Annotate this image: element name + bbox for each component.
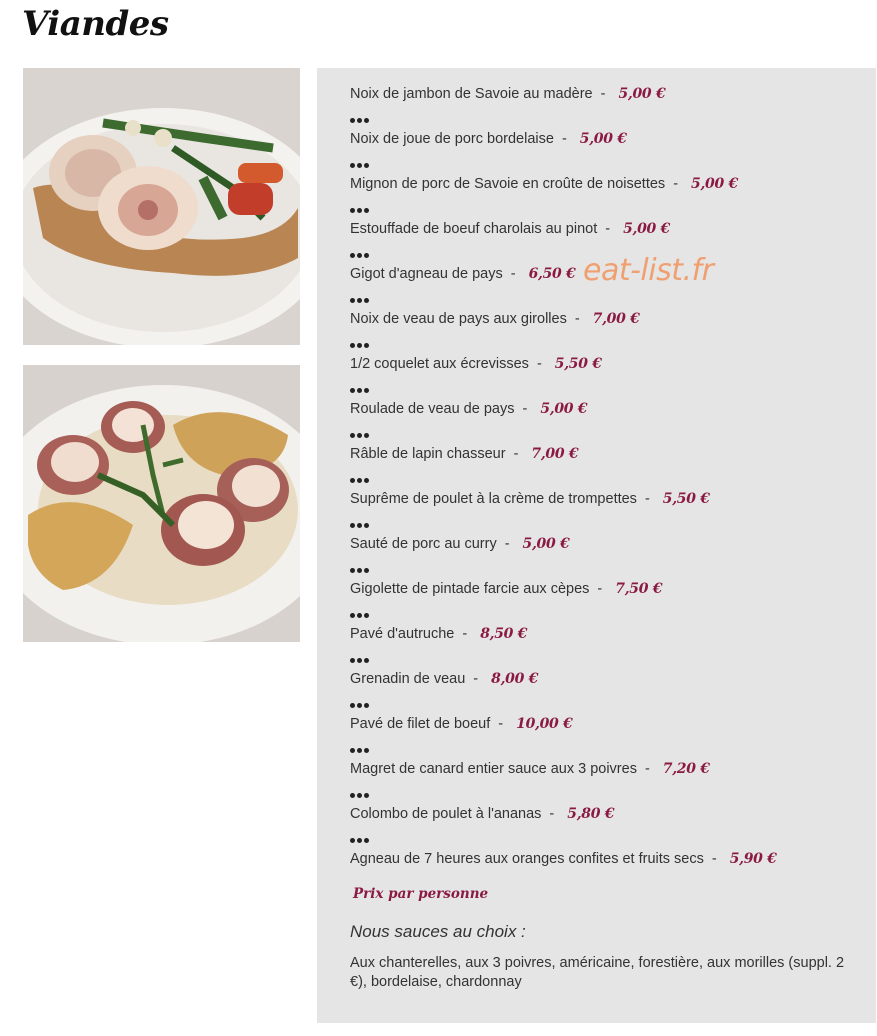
menu-item-separator: - [644, 491, 650, 507]
menu-item-price: 8,50 € [480, 626, 528, 642]
separator-dots [350, 560, 371, 566]
menu-item-separator: - [711, 851, 717, 867]
menu-item-list [350, 83, 870, 893]
menu-item-line [350, 668, 870, 690]
bullet-dot [364, 118, 369, 123]
menu-item-separator: - [510, 266, 516, 282]
separator-dots [350, 605, 371, 611]
bullet-dot [357, 433, 362, 438]
menu-item-price: 5,50 € [662, 491, 710, 507]
dish-illustration-2 [23, 365, 300, 642]
menu-item [350, 308, 870, 353]
menu-item-name: Râble de lapin chasseur [350, 446, 506, 462]
menu-item-separator: - [597, 581, 603, 597]
menu-item-price: 5,00 € [579, 131, 627, 147]
bullet-dot [357, 253, 362, 258]
bullet-dot [364, 748, 369, 753]
menu-item-separator: - [549, 806, 555, 822]
bullet-dot [364, 208, 369, 213]
menu-item [350, 713, 870, 758]
bullet-dot [364, 388, 369, 393]
menu-item-name: Agneau de 7 heures aux oranges confites et fruits secs [350, 851, 704, 867]
menu-item-line [350, 848, 870, 870]
menu-item-line [350, 443, 870, 465]
menu-item [350, 353, 870, 398]
menu-item-separator: - [561, 131, 567, 147]
watermark: eat-list.fr [583, 253, 714, 288]
menu-item [350, 668, 870, 713]
menu-item-price: 8,00 € [491, 671, 539, 687]
menu-item-price: 7,50 € [615, 581, 663, 597]
menu-item [350, 758, 870, 803]
separator-dots [350, 245, 371, 251]
menu-item-name: Roulade de veau de pays [350, 401, 515, 417]
menu-item-name: Mignon de porc de Savoie en croûte de noisettes [350, 176, 666, 192]
menu-panel [317, 68, 876, 1023]
dish-photo-veal-roulade [23, 68, 300, 345]
menu-item-separator: - [522, 401, 528, 417]
bullet-dot [350, 613, 355, 618]
bullet-dot [350, 478, 355, 483]
price-note: Prix par personne [353, 886, 489, 902]
menu-item-price: 7,00 € [531, 446, 579, 462]
bullet-dot [364, 838, 369, 843]
menu-item-price: 5,90 € [729, 851, 777, 867]
bullet-dot [364, 478, 369, 483]
bullet-dot [350, 298, 355, 303]
separator-dots [350, 155, 371, 161]
menu-item-separator: - [513, 446, 519, 462]
menu-item-line [350, 803, 870, 825]
menu-item-line [350, 623, 870, 645]
dish-illustration-1 [23, 68, 300, 345]
menu-item-separator: - [473, 671, 479, 687]
menu-item-name: Pavé de filet de boeuf [350, 716, 491, 732]
bullet-dot [357, 838, 362, 843]
menu-item-separator: - [498, 716, 504, 732]
bullet-dot [357, 793, 362, 798]
menu-item-line [350, 578, 870, 600]
menu-item-separator: - [574, 311, 580, 327]
menu-item-price: 5,00 € [522, 536, 570, 552]
bullet-dot [357, 163, 362, 168]
menu-item-line [350, 173, 870, 195]
menu-item-separator: - [673, 176, 679, 192]
menu-item [350, 173, 870, 218]
menu-item-line [350, 533, 870, 555]
separator-dots [350, 695, 371, 701]
menu-item-line [350, 488, 870, 510]
bullet-dot [364, 703, 369, 708]
menu-item-name: Noix de jambon de Savoie au madère [350, 86, 593, 102]
menu-item-line [350, 758, 870, 780]
separator-dots [350, 290, 371, 296]
menu-item [350, 623, 870, 668]
menu-item-price: 7,00 € [592, 311, 640, 327]
bullet-dot [350, 703, 355, 708]
menu-item-price: 10,00 € [516, 716, 573, 732]
menu-item-separator: - [605, 221, 611, 237]
menu-item-price: 5,50 € [554, 356, 602, 372]
menu-item [350, 398, 870, 443]
dish-photo-bacon-wrapped [23, 365, 300, 642]
menu-item-price: 5,80 € [567, 806, 615, 822]
menu-item [350, 83, 870, 128]
menu-item-price: 5,00 € [691, 176, 738, 192]
menu-item [350, 578, 870, 623]
menu-item [350, 533, 870, 578]
sauces-title: Nous sauces au choix : [350, 922, 526, 941]
bullet-dot [350, 793, 355, 798]
menu-item-name: Noix de veau de pays aux girolles [350, 311, 567, 327]
menu-item [350, 443, 870, 488]
bullet-dot [350, 838, 355, 843]
separator-dots [350, 830, 371, 836]
menu-item-price: 5,00 € [623, 221, 670, 237]
separator-dots [350, 110, 371, 116]
bullet-dot [364, 568, 369, 573]
menu-item-price: 5,00 € [618, 86, 666, 102]
menu-item-name: Suprême de poulet à la crème de trompettes [350, 491, 637, 507]
bullet-dot [364, 523, 369, 528]
menu-item-line [350, 713, 870, 735]
separator-dots [350, 200, 371, 206]
bullet-dot [350, 658, 355, 663]
menu-item-name: Grenadin de veau [350, 671, 466, 687]
bullet-dot [364, 793, 369, 798]
bullet-dot [357, 118, 362, 123]
bullet-dot [350, 433, 355, 438]
bullet-dot [364, 298, 369, 303]
separator-dots [350, 470, 371, 476]
bullet-dot [364, 613, 369, 618]
separator-dots [350, 785, 371, 791]
bullet-dot [350, 208, 355, 213]
bullet-dot [350, 163, 355, 168]
bullet-dot [357, 343, 362, 348]
menu-item-line [350, 218, 870, 240]
bullet-dot [350, 748, 355, 753]
menu-item-line [350, 308, 870, 330]
menu-item-separator: - [644, 761, 650, 777]
bullet-dot [357, 478, 362, 483]
bullet-dot [357, 613, 362, 618]
page-title: Viandes [22, 4, 169, 44]
menu-item-line [350, 398, 870, 420]
menu-item-name: Gigolette de pintade farcie aux cèpes [350, 581, 590, 597]
separator-dots [350, 425, 371, 431]
bullet-dot [364, 658, 369, 663]
bullet-dot [357, 388, 362, 393]
separator-dots [350, 650, 371, 656]
menu-item-name: Sauté de porc au curry [350, 536, 497, 552]
bullet-dot [364, 163, 369, 168]
bullet-dot [350, 253, 355, 258]
menu-item-separator: - [462, 626, 468, 642]
bullet-dot [357, 523, 362, 528]
menu-item-line [350, 83, 870, 105]
bullet-dot [357, 208, 362, 213]
menu-item-line [350, 128, 870, 150]
menu-item [350, 488, 870, 533]
bullet-dot [357, 658, 362, 663]
bullet-dot [350, 343, 355, 348]
bullet-dot [350, 523, 355, 528]
menu-item-separator: - [504, 536, 510, 552]
bullet-dot [357, 568, 362, 573]
menu-item-separator: - [536, 356, 542, 372]
separator-dots [350, 335, 371, 341]
bullet-dot [364, 433, 369, 438]
bullet-dot [350, 568, 355, 573]
menu-item-price: 5,00 € [540, 401, 588, 417]
separator-dots [350, 380, 371, 386]
sauces-text: Aux chanterelles, aux 3 poivres, américaine, forestière, aux morilles (suppl. 2 €), bordelaise, chardonnay [350, 955, 845, 990]
bullet-dot [357, 298, 362, 303]
menu-item-name: Gigot d'agneau de pays [350, 266, 503, 282]
separator-dots [350, 740, 371, 746]
menu-item-name: 1/2 coquelet aux écrevisses [350, 356, 529, 372]
menu-item-name: Magret de canard entier sauce aux 3 poivres [350, 761, 637, 777]
bullet-dot [364, 253, 369, 258]
bullet-dot [350, 118, 355, 123]
menu-item-separator: - [600, 86, 606, 102]
menu-item-name: Colombo de poulet à l'ananas [350, 806, 542, 822]
menu-item [350, 128, 870, 173]
bullet-dot [357, 748, 362, 753]
menu-item-line [350, 353, 870, 375]
separator-dots [350, 515, 371, 521]
bullet-dot [350, 388, 355, 393]
menu-item-name: Noix de joue de porc bordelaise [350, 131, 554, 147]
menu-item [350, 803, 870, 848]
menu-item-price: 6,50 € [528, 266, 576, 282]
bullet-dot [357, 703, 362, 708]
menu-item-price: 7,20 € [662, 761, 710, 777]
menu-item-name: Pavé d'autruche [350, 626, 455, 642]
bullet-dot [364, 343, 369, 348]
menu-item-name: Estouffade de boeuf charolais au pinot [350, 221, 598, 237]
